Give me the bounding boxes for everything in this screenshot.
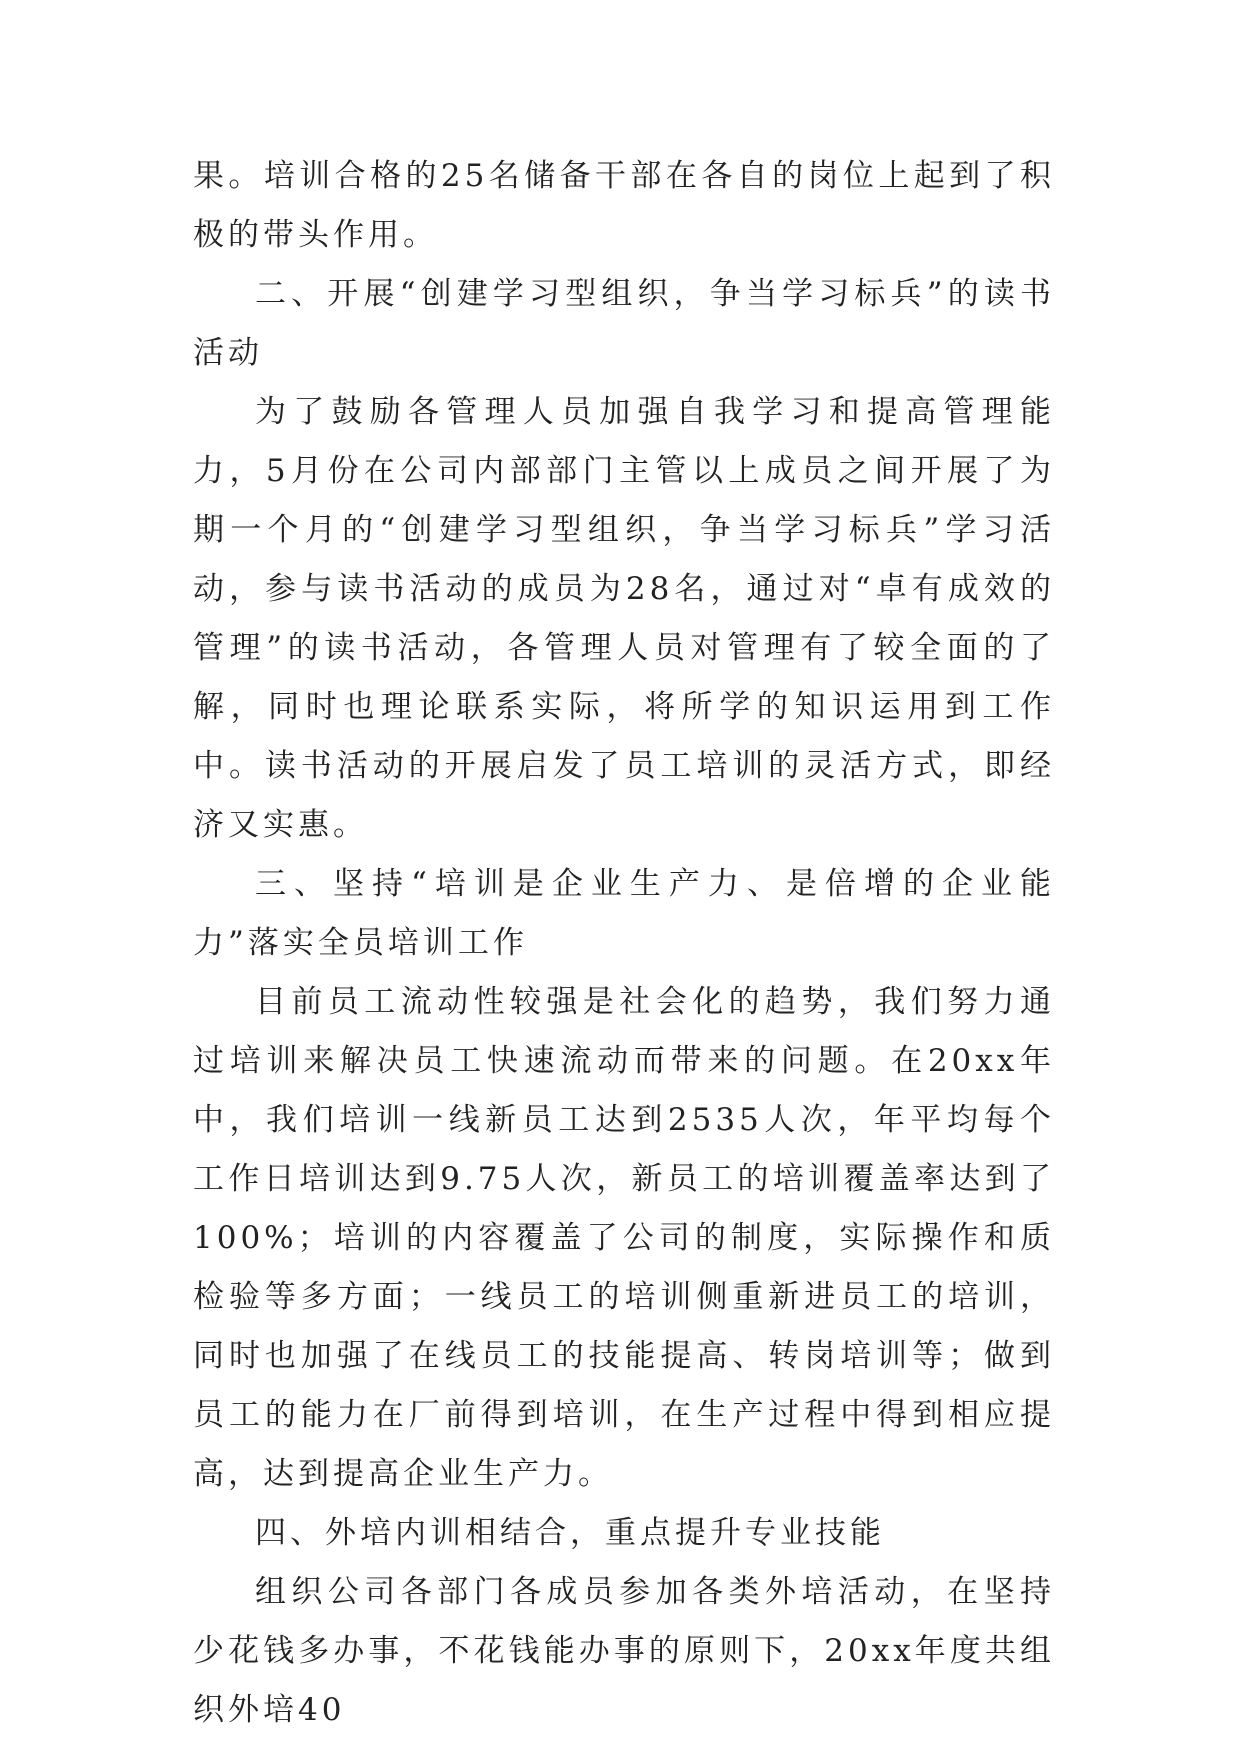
paragraph-staff-training: 目前员工流动性较强是社会化的趋势，我们努力通过培训来解决员工快速流动而带来的问题。在20xx年中，我们培训一线新员工达到2535人次，年平均每个工作日培训达到9.75人次，新员工的培训覆盖率达到了100%；培训的内容覆盖了公司的制度，实际操作和质检验等多方面；一线员工的培训侧重新进员工的培训，同时也加强了在线员工的技能提高、转岗培训等；做到员工的能力在厂前得到培训，在生产过程中得到相应提高，达到提高企业生产力。 xyxy=(193,984,1055,1492)
section-heading-2: 二、开展“创建学习型组织，争当学习标兵”的读书活动 xyxy=(193,276,1055,371)
paragraph-continuation: 果。培训合格的25名储备干部在各自的岗位上起到了积极的带头作用。 xyxy=(193,158,1055,253)
section-heading-4: 四、外培内训相结合，重点提升专业技能 xyxy=(255,1515,885,1551)
section-heading-3: 三、坚持“培训是企业生产力、是倍增的企业能力”落实全员培训工作 xyxy=(193,866,1055,961)
document-page xyxy=(193,147,1055,1740)
paragraph-reading-activity: 为了鼓励各管理人员加强自我学习和提高管理能力，5月份在公司内部部门主管以上成员之间开展了为期一个月的“创建学习型组织，争当学习标兵”学习活动，参与读书活动的成员为28名，通过对“卓有成效的管理”的读书活动，各管理人员对管理有了较全面的了解，同时也理论联系实际，将所学的知识运用到工作中。读书活动的开展启发了员工培训的灵活方式，即经济又实惠。 xyxy=(193,394,1055,843)
paragraph-external-training: 组织公司各部门各成员参加各类外培活动，在坚持少花钱多办事，不花钱能办事的原则下，20xx年度共组织外培40 xyxy=(193,1574,1055,1728)
